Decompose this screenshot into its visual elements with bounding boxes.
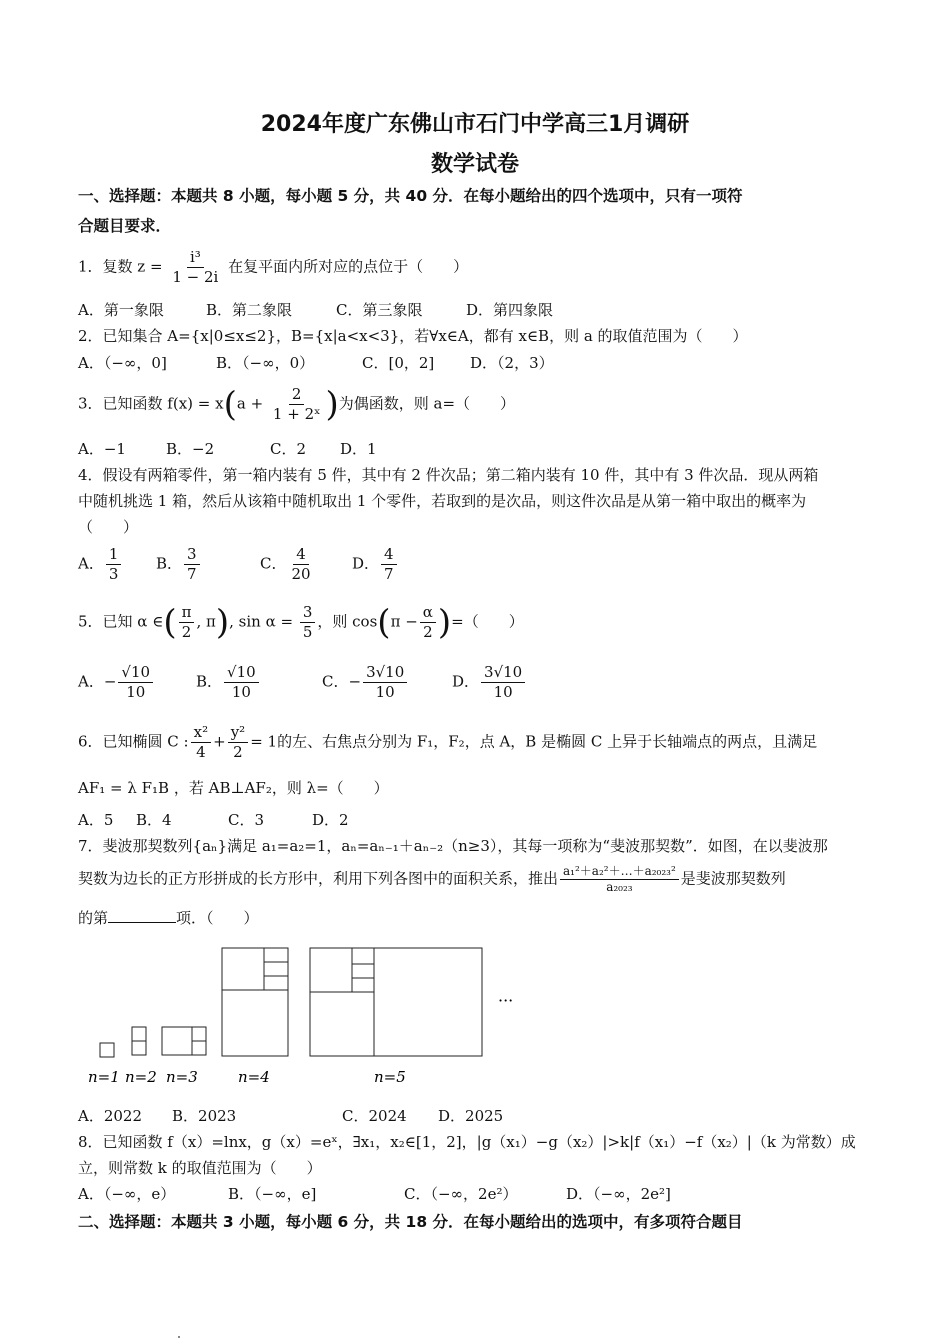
fig-label-n2: n=2 [125, 1068, 157, 1086]
q4-d-num: 4 [381, 545, 397, 565]
q4-option-d: D． $\frac{4}{7}$ [352, 545, 399, 584]
q4-b-den: 7 [187, 565, 197, 583]
fig-label-n3: n=3 [166, 1068, 198, 1086]
question-2: 2．已知集合 A={x|0≤x≤2}，B={x|a<x<3}，若∀x∈A，都有 x∈B，则 a 的取值范围为（ ） [78, 327, 748, 345]
question-7-line2: 契数为边长的正方形拼成的长方形中，利用下列各图中的面积关系，推出 $\frac{\text{a₁²＋a₂²＋…＋a₂₀₂₃²}}{\text{a₂₀₂₃}}$ 是斐波那契数列 [78, 864, 786, 894]
exam-title: 2024年度广东佛山市石门中学高三1月调研 [260, 112, 690, 137]
q7-option-c: C．2024 [342, 1107, 407, 1125]
q6-option-b: B．4 [136, 811, 172, 829]
q5-cos-den: 2 [423, 623, 433, 641]
q8-option-b: B．（−∞，e] [228, 1185, 317, 1203]
q1-option-b: B．第二象限 [206, 301, 293, 319]
q3-prefix: 3．已知函数 f(x) = x [78, 394, 224, 413]
q5-interval-num: π [179, 603, 195, 623]
q3-numerator: 2 [289, 385, 305, 405]
q5-option-d: D． $\frac{3√10}{10}$ [452, 663, 527, 702]
q5-sin-den: 5 [302, 623, 313, 641]
q1-option-a: A．第一象限 [78, 301, 164, 319]
q1-numerator: i³ [187, 248, 204, 268]
q6-den2: 2 [233, 743, 243, 761]
q7-frac-den: a₂₀₂₃ [606, 880, 633, 894]
question-5: 5．已知 α ∈( $\frac{\pi}{2}$ , π), sin α = $\frac{3}{5}$ ，则 cos(π − $\frac{\alpha}{2}$ )=（ ） [78, 602, 524, 643]
q7-option-d: D．2025 [438, 1107, 504, 1125]
question-7-line3: 的第 项．（ ） [78, 909, 259, 927]
q1-options [78, 300, 553, 320]
fig-label-n5: n=5 [374, 1068, 406, 1086]
q3-suffix: 为偶函数，则 a=（ ） [338, 394, 516, 413]
q5-interval-den: 2 [181, 623, 192, 641]
q4-a-den: 3 [108, 565, 119, 583]
q3-option-d: D．1 [340, 440, 377, 458]
fig-n1-square [100, 1043, 114, 1057]
question-6-line2: AF₁ = λ F₁B ，若 AB⊥AF₂，则 λ=（ ） [78, 779, 389, 797]
fig-label-n1: n=1 [88, 1068, 120, 1086]
q8-option-c: C．（−∞，2e²） [404, 1185, 518, 1203]
q6-option-c: C．3 [228, 811, 265, 829]
fig-ellipsis: ··· [498, 991, 514, 1010]
q5-option-c: C．− $\frac{3√10}{10}$ [322, 663, 452, 702]
q1-suffix: 在复平面内所对应的点位于（ ） [228, 257, 469, 276]
q5-options [78, 663, 527, 702]
question-4-line2: 中随机挑选 1 箱，然后从该箱中随机取出 1 个零件，若取到的是次品，则这件次品是从第一箱中取出的概率为 [78, 492, 807, 510]
question-8-line1: 8．已知函数 f（x）=lnx，g（x）=eˣ，∃x₁，x₂∈[1，2]，|g（x₁）−g（x₂）|>k|f（x₁）−f（x₂）|（k 为常数）成 [78, 1133, 856, 1151]
exam-subtitle: 数学试卷 [430, 152, 519, 177]
fig-n5-rect [310, 948, 482, 1056]
q6-option-d: D．2 [312, 811, 349, 829]
question-4-line3: （ ） [78, 518, 139, 536]
q4-a-num: 1 [106, 545, 122, 565]
q6-num1: x² [191, 723, 211, 743]
q1-prefix: 1．复数 z = [78, 257, 163, 276]
q3-option-c: C．2 [270, 440, 307, 458]
q3-denominator: 1 + 2ˣ [272, 405, 321, 423]
q4-b-num: 3 [184, 545, 200, 565]
q2-option-b: B．（−∞，0） [216, 354, 315, 372]
q6-den1: 4 [196, 743, 206, 761]
q3-option-b: B．−2 [166, 440, 215, 458]
q6-option-a: A．5 [78, 811, 114, 829]
q7-option-b: B．2023 [172, 1107, 237, 1125]
q5-sin-num: 3 [300, 603, 316, 623]
q3-fraction [270, 385, 324, 424]
q2-option-d: D．（2，3） [470, 354, 554, 372]
q4-options [78, 545, 399, 584]
q4-option-b: B． $\frac{3}{7}$ [156, 545, 260, 584]
section1-heading-cont: 合题目要求． [78, 217, 172, 235]
fig-label-n4: n=4 [238, 1068, 270, 1086]
question-6: 6．已知椭圆 C : $\frac{\text{x²}}{4}$ + $\frac{\text{y²}}{2}$ = 1的左、右焦点分别为 F₁，F₂，点 A，B 是椭圆 C 上异于长轴端点的两点，且满足 [78, 723, 818, 761]
q1-option-c: C．第三象限 [336, 301, 423, 319]
q7-options [78, 1106, 503, 1126]
q3-options [78, 439, 377, 459]
section2-heading: 二、选择题：本题共 3 小题，每小题 6 分，共 18 分．在每小题给出的选项中，有多项符合题目 [78, 1213, 743, 1231]
q5-cos-num: α [420, 603, 436, 623]
q7-option-a: A．2022 [78, 1107, 143, 1125]
q1-denominator: 1 − 2i [172, 268, 219, 286]
section1-heading: 一、选择题：本题共 8 小题，每小题 5 分，共 40 分．在每小题给出的四个选项中，只有一项符 [78, 187, 743, 205]
question-3: 3．已知函数 f(x) = x(a + $\frac{2}{\text{1 + 2ˣ}}$ )为偶函数，则 a=（ ） [78, 384, 516, 425]
question-7-line1: 7．斐波那契数列{aₙ}满足 a₁=a₂=1，aₙ=aₙ₋₁＋aₙ₋₂（n≥3），其每一项称为“斐波那契数”．如图，在以斐波那 [78, 837, 828, 855]
q8-options [78, 1184, 671, 1204]
q4-option-a: A． $\frac{1}{3}$ [78, 545, 156, 584]
q5-option-a: A．− $\frac{√10}{10}$ [78, 663, 196, 702]
q2-option-c: C．[0，2] [362, 354, 435, 372]
q4-c-num: 4 [293, 545, 309, 565]
q7-frac-num: a₁²＋a₂²＋…＋a₂₀₂₃² [560, 864, 679, 880]
q8-option-a: A．（−∞，e） [78, 1185, 176, 1203]
q2-option-a: A．（−∞，0] [78, 354, 167, 372]
q1-fraction [169, 248, 221, 287]
q7-answer-blank [108, 908, 176, 923]
q5-option-b: B． $\frac{√10}{10}$ [196, 663, 322, 702]
q4-c-den: 20 [291, 565, 311, 583]
fibonacci-figure [78, 940, 638, 1090]
page-mark [178, 1336, 180, 1338]
q8-option-d: D．（−∞，2e²] [566, 1185, 671, 1203]
q6-options [78, 810, 349, 830]
q4-d-den: 7 [384, 565, 394, 583]
q2-options [78, 353, 554, 373]
question-8-line2: 立，则常数 k 的取值范围为（ ） [78, 1159, 322, 1177]
question-4-line1: 4．假设有两箱零件，第一箱内装有 5 件，其中有 2 件次品；第二箱内装有 10 件，其中有 3 件次品．现从两箱 [78, 466, 819, 484]
q1-option-d: D．第四象限 [466, 301, 554, 319]
q4-option-c: C． $\frac{4}{20}$ [260, 545, 352, 584]
q3-inner: a + [236, 394, 264, 413]
q3-option-a: A．−1 [78, 440, 126, 458]
fig-n4-rect [222, 948, 288, 1056]
q6-num2: y² [228, 723, 249, 743]
question-1 [78, 248, 468, 287]
